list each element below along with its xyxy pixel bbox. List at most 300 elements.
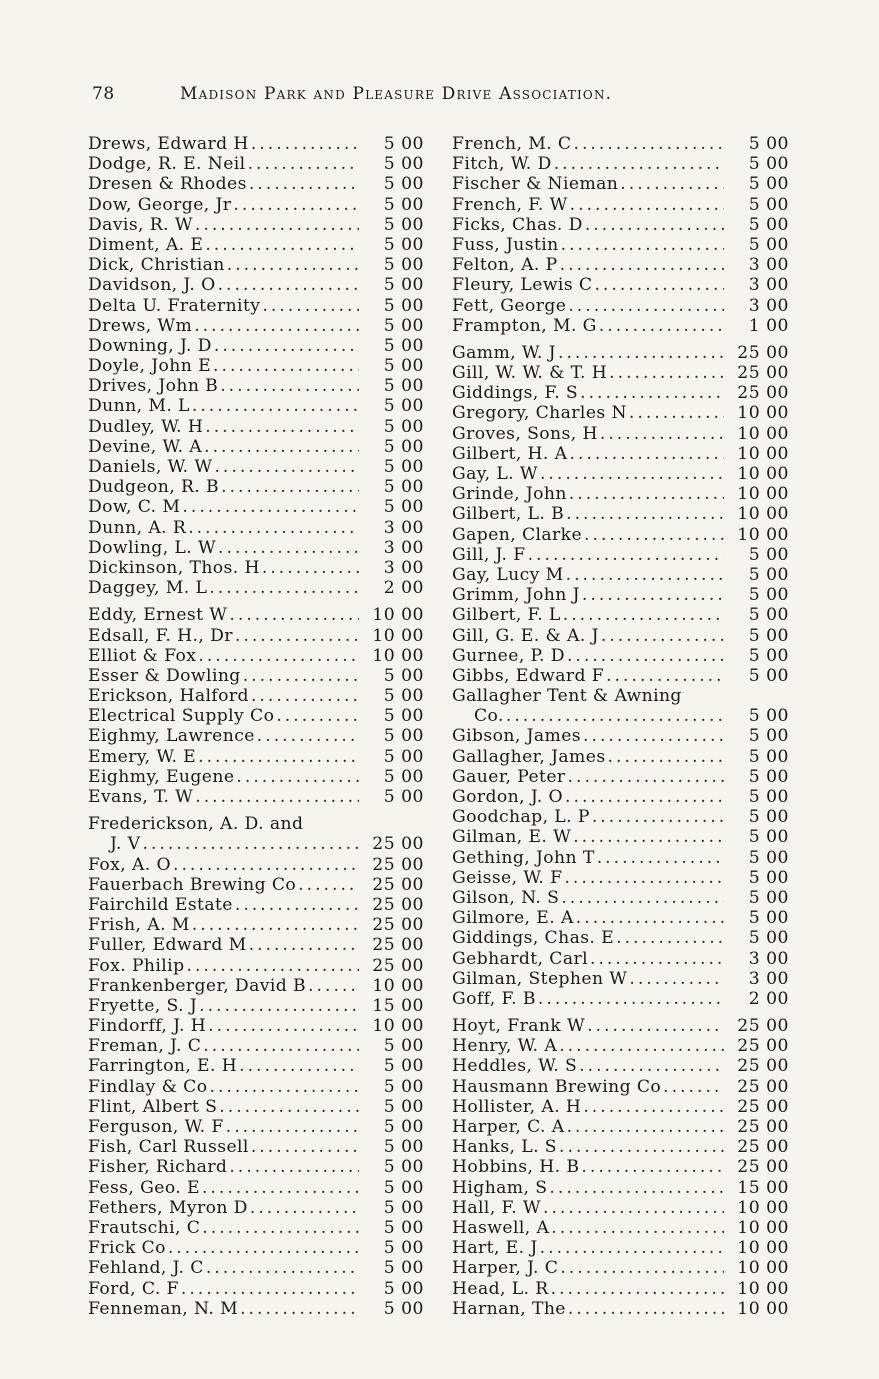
subscription-amount: 5 00	[383, 665, 424, 686]
subscriber-name: Fischer & Nieman	[452, 174, 619, 195]
subscription-amount: 10 00	[737, 423, 789, 444]
subscription-amount: 5 00	[383, 1117, 424, 1137]
subscriber-entry	[452, 605, 789, 625]
subscriber-name: Gay, Lucy M	[452, 564, 564, 585]
subscriber-entry	[88, 1097, 424, 1117]
subscriber-entry	[88, 915, 424, 935]
subscriber-name: Gilbert, L. B	[452, 504, 565, 525]
subscriber-name: Dow, George, Jr	[88, 194, 232, 215]
dot-leader	[168, 1238, 359, 1258]
subscription-amount: 10 00	[372, 645, 424, 666]
subscription-amount: 25 00	[372, 834, 424, 855]
dot-leader	[308, 976, 359, 996]
subscription-amount: 25 00	[737, 1137, 789, 1158]
subscriber-name: Harnan, The	[452, 1298, 566, 1319]
subscriber-entry	[88, 996, 424, 1016]
subscriber-entry	[452, 255, 789, 275]
dot-leader	[226, 1117, 359, 1137]
subscriber-name: Doyle, John E	[88, 356, 212, 377]
subscriber-name: Groves, Sons, H	[452, 423, 598, 444]
subscriber-entry	[88, 834, 424, 854]
subscription-amount: 5 00	[748, 766, 789, 787]
subscriber-name: Fuss, Justin	[452, 234, 559, 255]
subscription-amount: 5 00	[383, 234, 424, 255]
subscription-amount: 5 00	[748, 908, 789, 929]
subscription-amount: 5 00	[383, 1096, 424, 1117]
subscriber-name: Fett, George	[452, 295, 567, 316]
subscriber-entry	[452, 585, 789, 605]
subscriber-entry	[452, 706, 789, 726]
subscriber-entry	[88, 1299, 424, 1319]
subscriber-name: Drews, Wm	[88, 315, 193, 336]
dot-leader	[203, 1036, 359, 1056]
subscriber-name: Electrical Supply Co	[88, 706, 275, 727]
dot-leader	[606, 666, 724, 686]
subscriber-entry	[452, 464, 789, 484]
subscriber-name: Fryette, S. J	[88, 995, 198, 1016]
dot-leader	[590, 949, 724, 969]
subscription-amount: 10 00	[737, 443, 789, 464]
dot-leader	[538, 989, 724, 1009]
subscriber-entry	[88, 457, 424, 477]
subscriber-entry	[452, 989, 789, 1009]
subscriber-entry	[452, 296, 789, 316]
subscriber-entry	[452, 767, 789, 787]
subscription-amount: 5 00	[383, 787, 424, 807]
subscription-amount: 5 00	[383, 497, 424, 518]
dot-leader	[229, 1157, 359, 1177]
subscriber-name: Grinde, John	[452, 484, 567, 505]
dot-leader	[560, 1258, 724, 1278]
subscriber-name: Devine, W. A	[88, 436, 203, 457]
dot-leader	[585, 215, 724, 235]
subscription-amount: 25 00	[737, 363, 789, 384]
dot-leader	[567, 646, 724, 666]
subscriber-entry	[452, 646, 789, 666]
subscription-amount: 10 00	[737, 504, 789, 525]
subscriber-entry	[452, 949, 789, 969]
subscriber-entry	[88, 1077, 424, 1097]
subscription-amount: 3 00	[383, 517, 424, 538]
dot-leader	[195, 215, 359, 235]
dot-leader	[561, 235, 724, 255]
subscriber-entry	[452, 928, 789, 948]
dot-leader	[250, 1198, 359, 1218]
dot-leader	[584, 525, 724, 545]
subscription-amount: 5 00	[383, 1298, 424, 1319]
subscriber-entry	[88, 316, 424, 336]
dot-leader	[198, 646, 359, 666]
subscriber-name: J. V	[110, 834, 141, 855]
left-column	[88, 134, 424, 1319]
dot-leader	[573, 134, 724, 154]
subscriber-entry	[88, 255, 424, 275]
subscription-amount: 1 00	[748, 315, 789, 336]
subscription-amount: 25 00	[737, 1056, 789, 1077]
subscriber-entry	[452, 1097, 789, 1117]
subscriber-name: Henry, W. A	[452, 1036, 558, 1057]
subscriber-name: Fuller, Edward M	[88, 935, 247, 956]
subscriber-name: Harper, J. C	[452, 1258, 559, 1279]
subscription-amount: 25 00	[372, 915, 424, 936]
subscriber-name: Fish, Carl Russell	[88, 1137, 249, 1158]
subscriber-name: Eddy, Ernest W	[88, 605, 228, 626]
dot-leader	[194, 316, 359, 336]
subscription-amount: 25 00	[737, 1036, 789, 1057]
subscription-amount: 5 00	[383, 134, 424, 154]
subscription-amount: 25 00	[737, 1117, 789, 1137]
dot-leader	[599, 316, 724, 336]
dot-leader	[587, 1016, 724, 1036]
dot-leader	[235, 626, 359, 646]
subscriber-entry	[452, 686, 789, 706]
subscription-amount: 5 00	[383, 766, 424, 787]
subscription-amount: 10 00	[372, 605, 424, 626]
subscriber-name: Gapen, Clarke	[452, 524, 583, 545]
subscriber-entry	[88, 814, 424, 834]
dot-leader	[298, 875, 359, 895]
subscriber-entry	[88, 497, 424, 517]
subscriber-name: Gallagher Tent & Awning	[452, 686, 682, 707]
subscriber-name: Gregory, Charles N	[452, 403, 627, 424]
dot-leader	[204, 437, 359, 457]
dot-leader	[554, 154, 724, 174]
dot-leader	[569, 444, 724, 464]
subscriber-entry	[452, 787, 789, 807]
subscriber-name: Dowling, L. W	[88, 537, 217, 558]
subscription-amount: 5 00	[383, 1238, 424, 1259]
subscriber-name: Gething, John T	[452, 847, 595, 868]
dot-leader	[561, 888, 724, 908]
subscription-amount: 10 00	[737, 1258, 789, 1279]
subscriber-name: Gamm, W. J	[452, 342, 556, 363]
dot-leader	[236, 767, 359, 787]
dot-leader	[220, 376, 359, 396]
subscription-amount: 5 00	[383, 376, 424, 397]
subscriber-name: Fitch, W. D	[452, 154, 552, 175]
dot-leader	[663, 1077, 724, 1097]
subscriber-name: Flint, Albert S	[88, 1096, 218, 1117]
dot-leader	[528, 545, 724, 565]
subscriber-name: Farrington, E. H	[88, 1056, 238, 1077]
dot-leader	[543, 1198, 724, 1218]
subscription-amount: 5 00	[383, 154, 424, 175]
subscriber-name: Frautschi, C	[88, 1217, 201, 1238]
subscriber-entry	[452, 424, 789, 444]
subscriber-name: Gordon, J. O	[452, 787, 564, 807]
subscription-amount: 5 00	[383, 686, 424, 707]
subscriber-entry	[452, 195, 789, 215]
subscription-amount: 5 00	[383, 1056, 424, 1077]
dot-leader	[213, 356, 359, 376]
subscriber-entry	[88, 518, 424, 538]
dot-leader	[249, 174, 359, 194]
subscription-amount: 25 00	[372, 955, 424, 976]
subscription-amount: 5 00	[383, 174, 424, 195]
subscriber-entry	[452, 444, 789, 464]
dot-leader	[559, 1036, 724, 1056]
subscriber-name: Hart, E. J	[452, 1238, 538, 1259]
dot-leader	[248, 154, 359, 174]
subscriber-entry	[452, 848, 789, 868]
subscriber-entry	[88, 646, 424, 666]
subscriber-name: Fess, Geo. E	[88, 1177, 200, 1198]
subscription-amount: 5 00	[383, 295, 424, 316]
dot-leader	[214, 336, 359, 356]
subscriber-name: Fleury, Lewis C	[452, 275, 593, 296]
subscription-amount: 10 00	[737, 1298, 789, 1319]
dot-leader	[199, 996, 359, 1016]
subscriber-entry	[88, 935, 424, 955]
dot-leader	[219, 1097, 359, 1117]
subscriber-name: Elliot & Fox	[88, 645, 197, 666]
subscription-amount: 5 00	[748, 544, 789, 565]
dot-leader	[564, 868, 724, 888]
dot-leader	[195, 787, 359, 807]
dot-leader	[233, 195, 359, 215]
subscriber-name: Fauerbach Brewing Co	[88, 874, 297, 895]
subscription-amount: 3 00	[383, 557, 424, 578]
subscriber-name: Frish, A. M	[88, 915, 190, 936]
subscription-amount: 5 00	[383, 356, 424, 377]
subscriber-entry	[88, 376, 424, 396]
dot-leader	[506, 706, 724, 726]
dot-leader	[186, 956, 359, 976]
subscription-amount: 5 00	[748, 234, 789, 255]
subscriber-entry	[452, 1198, 789, 1218]
dot-leader	[620, 174, 724, 194]
dot-leader	[206, 1258, 359, 1278]
subscriber-entry	[88, 767, 424, 787]
subscriber-entry	[88, 1016, 424, 1036]
subscriber-name: Heddles, W. S	[452, 1056, 578, 1077]
dot-leader	[143, 834, 360, 854]
subscriber-name: Findorff, J. H	[88, 1016, 207, 1037]
subscription-amount: 25 00	[372, 894, 424, 915]
dot-leader	[229, 605, 359, 625]
subscriber-name: Gill, W. W. & T. H	[452, 363, 608, 384]
subscription-amount: 25 00	[737, 1076, 789, 1097]
subscriber-entry	[452, 1279, 789, 1299]
subscriber-entry	[88, 875, 424, 895]
dot-leader	[551, 1279, 724, 1299]
subscriber-entry	[88, 855, 424, 875]
subscriber-name: Dudley, W. H	[88, 416, 204, 437]
subscriber-name: Frampton, M. G	[452, 315, 597, 336]
subscriber-name: Findlay & Co	[88, 1076, 208, 1097]
subscriber-name: Evans, T. W	[88, 787, 194, 807]
dot-leader	[205, 417, 359, 437]
subscriber-entry	[88, 626, 424, 646]
dot-leader	[192, 396, 359, 416]
subscriber-entry	[88, 275, 424, 295]
subscriber-name: Fairchild Estate	[88, 894, 233, 915]
subscriber-name: Gibson, James	[452, 726, 582, 747]
subscriber-name: Gauer, Peter	[452, 766, 566, 787]
subscriber-name: Emery, W. E	[88, 746, 197, 767]
subscription-amount: 10 00	[372, 975, 424, 996]
dot-leader	[540, 464, 724, 484]
subscriber-name: Gibbs, Edward F	[452, 665, 605, 686]
dot-leader	[566, 565, 724, 585]
subscription-amount: 5 00	[383, 1217, 424, 1238]
dot-leader	[227, 255, 359, 275]
subscriber-name: Gilmore, E. A	[452, 908, 574, 929]
subscription-amount: 5 00	[383, 726, 424, 747]
subscription-amount: 5 00	[748, 887, 789, 908]
subscriber-entry	[452, 747, 789, 767]
subscriber-entry	[88, 558, 424, 578]
subscriber-name: Eighmy, Lawrence	[88, 726, 255, 747]
subscriber-entry	[88, 235, 424, 255]
subscriber-entry	[452, 403, 789, 423]
subscriber-entry	[88, 1157, 424, 1177]
subscriber-entry	[452, 1137, 789, 1157]
dot-leader	[567, 1117, 724, 1137]
dot-leader	[600, 424, 724, 444]
subscriber-entry	[452, 235, 789, 255]
subscriber-name: Fehland, J. C	[88, 1258, 204, 1279]
subscriber-name: Hoyt, Frank W	[452, 1016, 586, 1037]
subscription-amount: 5 00	[383, 1197, 424, 1218]
subscription-amount: 10 00	[737, 1278, 789, 1299]
subscriber-entry	[88, 976, 424, 996]
dot-leader	[616, 928, 724, 948]
subscription-amount: 5 00	[748, 605, 789, 626]
subscriber-entry	[88, 396, 424, 416]
subscriber-entry	[88, 706, 424, 726]
subscriber-entry	[452, 868, 789, 888]
subscriber-name: Gill, G. E. & A. J	[452, 625, 599, 646]
subscription-amount: 3 00	[748, 255, 789, 276]
subscriber-entry	[88, 1218, 424, 1238]
subscriber-name: Edsall, F. H., Dr	[88, 625, 233, 646]
subscriber-entry	[452, 383, 789, 403]
dot-leader	[276, 706, 359, 726]
dot-leader	[218, 275, 359, 295]
subscription-amount: 5 00	[748, 194, 789, 215]
subscriber-name: Dodge, R. E. Neil	[88, 154, 246, 175]
subscriber-entry	[452, 1117, 789, 1137]
subscription-amount: 3 00	[748, 295, 789, 316]
dot-leader	[573, 827, 724, 847]
subscription-amount: 5 00	[383, 194, 424, 215]
subscription-amount: 5 00	[748, 726, 789, 747]
subscriber-name: French, F. W	[452, 194, 568, 215]
subscriber-entry	[88, 895, 424, 915]
dot-leader	[629, 969, 724, 989]
dot-leader	[558, 343, 724, 363]
subscriber-entry	[88, 956, 424, 976]
subscriber-name: Fox, A. O	[88, 854, 171, 875]
subscription-amount: 5 00	[383, 315, 424, 336]
subscription-amount: 10 00	[737, 1238, 789, 1259]
dot-leader	[240, 1299, 359, 1319]
subscriber-name: Dickinson, Thos. H	[88, 557, 260, 578]
subscription-amount: 5 00	[748, 787, 789, 807]
subscription-amount: 5 00	[383, 1157, 424, 1178]
subscriber-entry	[88, 1178, 424, 1198]
subscriber-entry	[452, 1157, 789, 1177]
subscriber-name: Daggey, M. L	[88, 578, 208, 599]
subscriber-entry	[452, 154, 789, 174]
subscriber-entry	[452, 807, 789, 827]
subscription-amount: 5 00	[383, 457, 424, 477]
dot-leader	[173, 855, 359, 875]
dot-leader	[580, 383, 724, 403]
subscriber-name: Head, L. R	[452, 1278, 549, 1299]
subscriber-entry	[88, 1238, 424, 1258]
subscriber-name: Gurnee, P. D	[452, 645, 565, 666]
dot-leader	[188, 518, 359, 538]
subscriber-name: Frick Co	[88, 1238, 166, 1259]
subscription-amount: 5 00	[383, 1036, 424, 1057]
dot-leader	[568, 296, 724, 316]
dot-leader	[565, 787, 724, 807]
subscriber-name: Gilbert, H. A	[452, 443, 568, 464]
subscriber-entry	[88, 726, 424, 746]
dot-leader	[563, 605, 724, 625]
subscriber-entry	[452, 484, 789, 504]
subscriber-entry	[452, 545, 789, 565]
dot-leader	[568, 1299, 724, 1319]
subscriber-name: Drews, Edward H	[88, 134, 249, 154]
dot-leader	[570, 195, 724, 215]
subscriber-name: Frankenberger, David B	[88, 975, 307, 996]
subscriber-entry	[452, 343, 789, 363]
dot-leader	[208, 1016, 359, 1036]
subscriber-name: Gilson, N. S	[452, 887, 560, 908]
dot-leader	[262, 296, 359, 316]
subscriber-name: Frederickson, A. D. and	[88, 814, 304, 835]
dot-leader	[218, 538, 359, 558]
subscriber-entry	[452, 1178, 789, 1198]
subscription-amount: 2 00	[383, 578, 424, 599]
subscription-amount: 10 00	[737, 484, 789, 505]
right-column	[452, 134, 789, 1319]
subscriber-name: Goodchap, L. P	[452, 807, 590, 828]
subscription-amount: 25 00	[737, 383, 789, 404]
subscriber-entry	[88, 1036, 424, 1056]
subscription-amount: 5 00	[748, 867, 789, 888]
subscription-amount: 5 00	[383, 477, 424, 498]
dot-leader	[214, 457, 359, 477]
subscriber-name: Hall, F. W	[452, 1197, 541, 1218]
dot-leader	[209, 578, 359, 598]
subscriber-name: Hobbins, H. B	[452, 1157, 580, 1178]
subscription-amount: 10 00	[372, 625, 424, 646]
dot-leader	[181, 1279, 359, 1299]
subscriber-name: Giddings, Chas. E	[452, 928, 615, 949]
subscriber-entry	[452, 1238, 789, 1258]
subscriber-name: Harper, C. A	[452, 1117, 565, 1137]
dot-leader	[582, 585, 724, 605]
subscription-amount: 5 00	[748, 625, 789, 646]
subscriber-entry	[88, 578, 424, 598]
subscriber-name: Ford, C. F	[88, 1278, 179, 1299]
dot-leader	[251, 1137, 359, 1157]
subscription-amount: 15 00	[372, 995, 424, 1016]
subscriber-entry	[452, 1077, 789, 1097]
subscriber-name: Esser & Dowling	[88, 665, 241, 686]
dot-leader	[559, 1137, 724, 1157]
subscription-amount: 3 00	[748, 948, 789, 969]
subscription-amount: 10 00	[737, 464, 789, 484]
subscriber-name: Delta U. Fraternity	[88, 295, 261, 316]
subscriber-entry	[88, 605, 424, 625]
subscriber-entry	[452, 1056, 789, 1076]
dot-leader	[601, 626, 724, 646]
